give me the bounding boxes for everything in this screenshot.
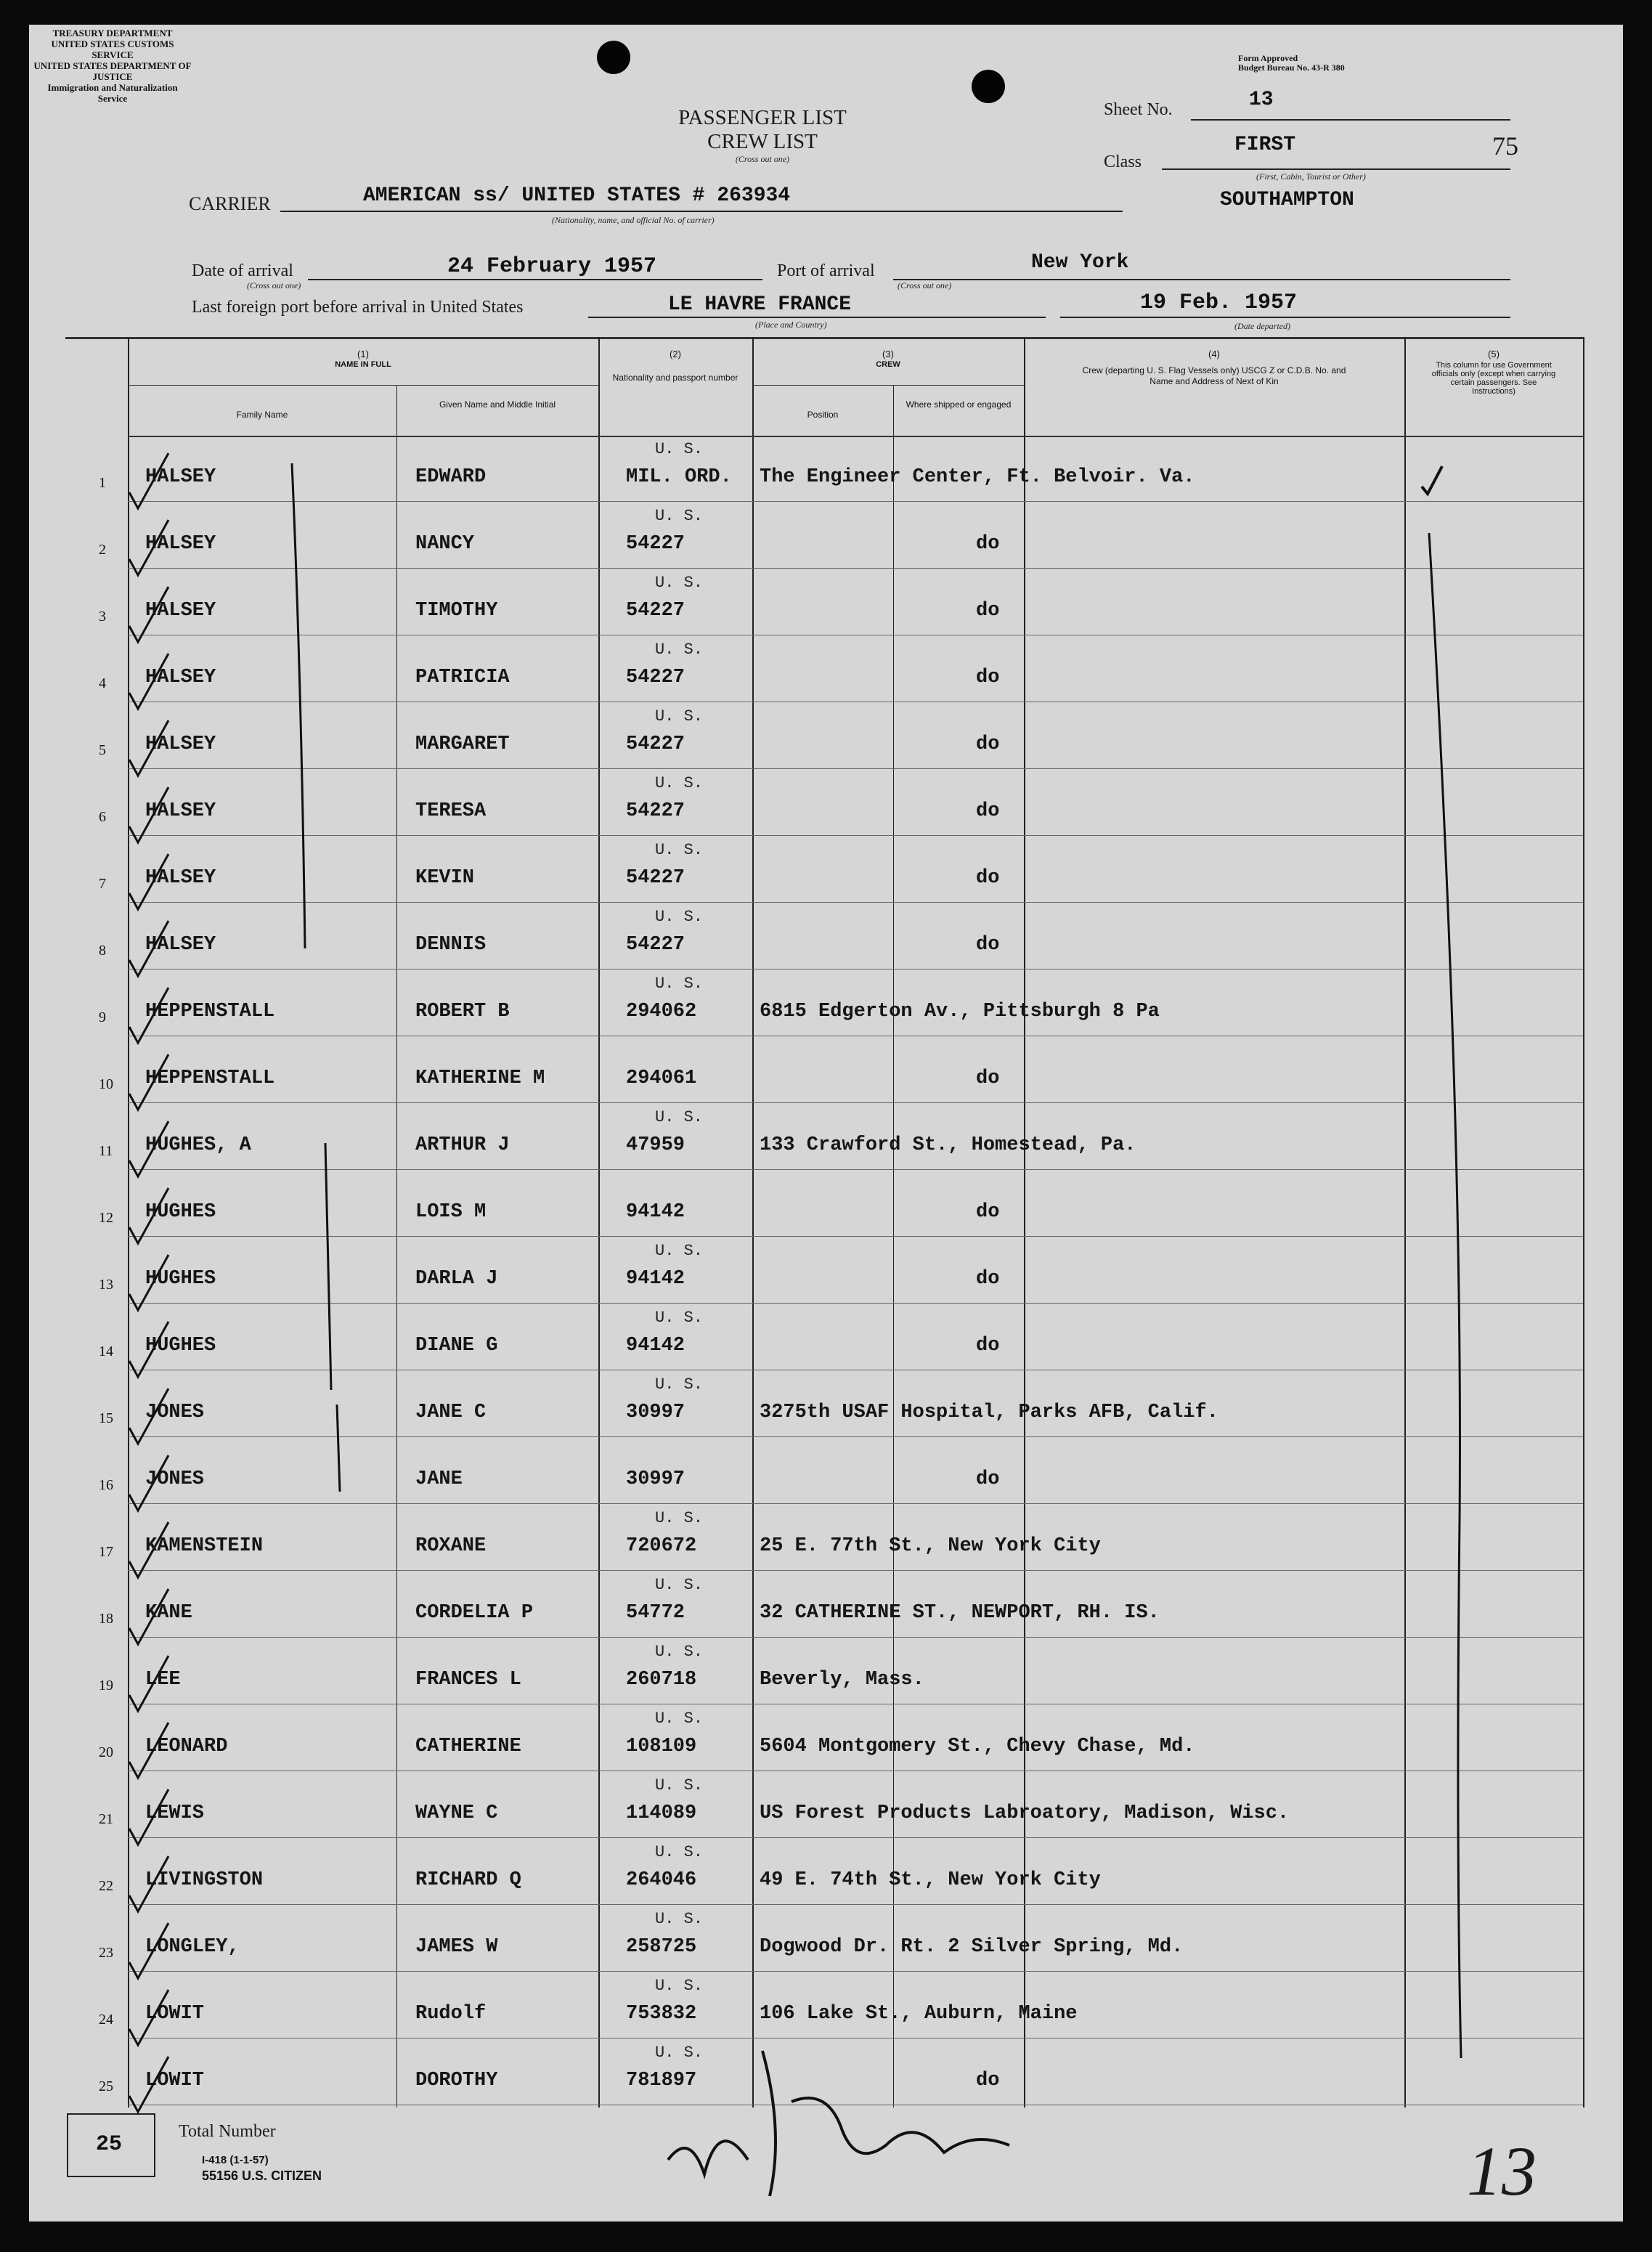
family-name: KANE <box>145 1602 192 1624</box>
col4-number: (4) <box>1208 349 1220 359</box>
given-name: ARTHUR J <box>415 1134 510 1156</box>
agency-line: UNITED STATES DEPARTMENT OF JUSTICE <box>33 60 192 82</box>
given-name: TIMOTHY <box>415 600 498 622</box>
nationality: U. S. <box>655 975 704 993</box>
last-port-label: Last foreign port before arrival in United States <box>192 298 524 317</box>
given-name: ROBERT B <box>415 1001 510 1023</box>
family-name: HUGHES <box>145 1201 216 1223</box>
given-name: JANE C <box>415 1402 487 1423</box>
page-number: 75 <box>1492 131 1518 160</box>
passport-number: 94142 <box>626 1268 685 1290</box>
family-name: JONES <box>145 1402 205 1423</box>
given-name: DOROTHY <box>415 2070 498 2092</box>
family-name: LEE <box>145 1669 181 1691</box>
address-next-of-kin: do <box>976 1068 1000 1089</box>
family-name: HEPPENSTALL <box>145 1068 275 1089</box>
row-number: 17 <box>99 1544 113 1560</box>
handwritten-marks <box>29 25 1623 2221</box>
address-next-of-kin: 5604 Montgomery St., Chevy Chase, Md. <box>760 1736 1195 1757</box>
passport-number: 264046 <box>626 1869 697 1891</box>
address-next-of-kin: do <box>976 1335 1000 1357</box>
given-name: DARLA J <box>415 1268 498 1290</box>
address-next-of-kin: 32 CATHERINE ST., NEWPORT, RH. IS. <box>760 1602 1160 1624</box>
address-next-of-kin: do <box>976 600 1000 622</box>
class-caption: (First, Cabin, Tourist or Other) <box>1256 171 1366 182</box>
row-number: 19 <box>99 1678 113 1694</box>
nationality: U. S. <box>655 774 704 792</box>
nationality: U. S. <box>655 1108 704 1126</box>
given-name: ROXANE <box>415 1535 487 1557</box>
carrier-value: AMERICAN ss/ UNITED STATES # 263934 <box>363 184 791 207</box>
address-next-of-kin: do <box>976 533 1000 555</box>
title-caption: (Cross out one) <box>735 154 790 164</box>
nationality: U. S. <box>655 574 704 592</box>
nationality: U. S. <box>655 841 704 859</box>
given-name: KEVIN <box>415 867 475 889</box>
sheet-no-value: 13 <box>1249 89 1274 111</box>
passport-number: 94142 <box>626 1335 685 1357</box>
address-next-of-kin: 133 Crawford St., Homestead, Pa. <box>760 1134 1136 1156</box>
row-number: 24 <box>99 2012 113 2028</box>
given-name: Rudolf <box>415 2003 487 2025</box>
col2-title: Nationality and passport number <box>612 373 738 383</box>
family-name: HALSEY <box>145 733 216 755</box>
title-crew-list: CREW LIST <box>707 130 818 153</box>
passport-number: 753832 <box>626 2003 697 2025</box>
passport-number: 294062 <box>626 1001 697 1023</box>
nationality: U. S. <box>655 1509 704 1527</box>
col1-title: NAME IN FULL <box>335 360 391 369</box>
passport-number: MIL. ORD. <box>626 466 732 488</box>
given-name: FRANCES L <box>415 1669 521 1691</box>
address-next-of-kin: do <box>976 733 1000 755</box>
port-arrival-caption: (Cross out one) <box>898 280 952 290</box>
address-next-of-kin: do <box>976 667 1000 688</box>
passport-number: 54227 <box>626 600 685 622</box>
address-next-of-kin: 49 E. 74th St., New York City <box>760 1869 1101 1891</box>
port-of-embarkation: SOUTHAMPTON <box>1220 189 1354 211</box>
date-arrival-value: 24 February 1957 <box>447 254 657 279</box>
nationality: U. S. <box>655 1242 704 1260</box>
row-number: 9 <box>99 1009 106 1025</box>
nationality: U. S. <box>655 2044 704 2062</box>
last-port-value: LE HAVRE FRANCE <box>668 293 852 316</box>
given-name: WAYNE C <box>415 1802 498 1824</box>
passport-number: 54227 <box>626 733 685 755</box>
address-next-of-kin: do <box>976 1201 1000 1223</box>
port-arrival-value: New York <box>1031 251 1129 274</box>
address-next-of-kin: Dogwood Dr. Rt. 2 Silver Spring, Md. <box>760 1936 1184 1958</box>
row-number: 23 <box>99 1945 113 1961</box>
given-name: JANE <box>415 1468 463 1490</box>
family-name: JONES <box>145 1468 205 1490</box>
col3-title: CREW <box>876 360 900 369</box>
margin-handwritten-number: 13 <box>1467 2132 1537 2210</box>
given-name: CORDELIA P <box>415 1602 534 1624</box>
row-number: 4 <box>99 675 106 691</box>
row-number: 18 <box>99 1611 113 1627</box>
passport-number: 47959 <box>626 1134 685 1156</box>
address-next-of-kin: do <box>976 1468 1000 1490</box>
form-code: 55156 U.S. CITIZEN <box>202 2168 322 2183</box>
given-name: EDWARD <box>415 466 487 488</box>
col1a-header: Family Name <box>236 410 288 420</box>
date-arrival-caption: (Cross out one) <box>247 280 301 290</box>
passport-number: 54227 <box>626 934 685 956</box>
row-number: 21 <box>99 1811 113 1827</box>
address-next-of-kin: do <box>976 2070 1000 2092</box>
given-name: JAMES W <box>415 1936 498 1958</box>
family-name: HEPPENSTALL <box>145 1001 275 1023</box>
family-name: HALSEY <box>145 667 216 688</box>
row-number: 1 <box>99 475 106 491</box>
family-name: HALSEY <box>145 533 216 555</box>
row-number: 7 <box>99 876 106 892</box>
address-next-of-kin: 25 E. 77th St., New York City <box>760 1535 1101 1557</box>
nationality: U. S. <box>655 1643 704 1661</box>
form-approved-label: Form Approved <box>1238 53 1298 63</box>
col3a-header: Position <box>807 410 839 420</box>
passport-number: 114089 <box>626 1802 697 1824</box>
family-name: HALSEY <box>145 600 216 622</box>
address-next-of-kin: do <box>976 867 1000 889</box>
passport-number: 30997 <box>626 1468 685 1490</box>
class-value: FIRST <box>1234 134 1296 156</box>
nationality: U. S. <box>655 1910 704 1928</box>
nationality: U. S. <box>655 1977 704 1995</box>
row-number: 16 <box>99 1477 113 1493</box>
passport-number: 54227 <box>626 867 685 889</box>
family-name: LIVINGSTON <box>145 1869 264 1891</box>
passport-number: 108109 <box>626 1736 697 1757</box>
departed-caption: (Date departed) <box>1234 321 1290 331</box>
nationality: U. S. <box>655 1375 704 1394</box>
passport-number: 30997 <box>626 1402 685 1423</box>
row-number: 2 <box>99 542 106 558</box>
passport-number: 54227 <box>626 667 685 688</box>
address-next-of-kin: 3275th USAF Hospital, Parks AFB, Calif. <box>760 1402 1218 1423</box>
given-name: TERESA <box>415 800 487 822</box>
family-name: HUGHES <box>145 1335 216 1357</box>
family-name: HALSEY <box>145 867 216 889</box>
row-number: 20 <box>99 1744 113 1760</box>
address-next-of-kin: do <box>976 800 1000 822</box>
address-next-of-kin: 106 Lake St., Auburn, Maine <box>760 2003 1078 2025</box>
nationality: U. S. <box>655 641 704 659</box>
title-passenger-list: PASSENGER LIST <box>678 106 847 129</box>
agency-line: UNITED STATES CUSTOMS SERVICE <box>51 38 174 60</box>
date-arrival-label: Date of arrival <box>192 261 293 280</box>
given-name: PATRICIA <box>415 667 510 688</box>
given-name: DENNIS <box>415 934 487 956</box>
given-name: NANCY <box>415 533 475 555</box>
nationality: U. S. <box>655 1309 704 1327</box>
row-number: 5 <box>99 742 106 758</box>
budget-bureau-label: Budget Bureau No. 43-R 380 <box>1238 62 1345 73</box>
row-number: 15 <box>99 1410 113 1426</box>
family-name: LOWIT <box>145 2003 205 2025</box>
address-next-of-kin: The Engineer Center, Ft. Belvoir. Va. <box>760 466 1195 488</box>
col1-number: (1) <box>357 349 369 359</box>
family-name: LOWIT <box>145 2070 205 2092</box>
col5-title: This column for use Government officials only (except when carrying certain passengers. See Instructions) <box>1431 361 1556 396</box>
passport-number: 54227 <box>626 533 685 555</box>
given-name: DIANE G <box>415 1335 498 1357</box>
nationality: U. S. <box>655 507 704 525</box>
col3-number: (3) <box>882 349 894 359</box>
total-value: 25 <box>96 2132 123 2157</box>
row-number: 10 <box>99 1076 113 1092</box>
row-number: 8 <box>99 943 106 959</box>
passport-number: 781897 <box>626 2070 697 2092</box>
row-number: 22 <box>99 1878 113 1894</box>
passport-number: 54227 <box>626 800 685 822</box>
family-name: HUGHES, A <box>145 1134 251 1156</box>
row-number: 14 <box>99 1344 113 1359</box>
row-number: 12 <box>99 1210 113 1226</box>
passenger-list-sheet <box>29 25 1623 2221</box>
family-name: LONGLEY, <box>145 1936 240 1958</box>
passport-number: 54772 <box>626 1602 685 1624</box>
family-name: HALSEY <box>145 800 216 822</box>
col3b-header: Where shipped or engaged <box>906 399 1012 410</box>
col4-title: Crew (departing U. S. Flag Vessels only) USCG Z or C.D.B. No. and Name and Address of Next of Kin <box>1082 365 1346 386</box>
passport-number: 94142 <box>626 1201 685 1223</box>
col2-number: (2) <box>670 349 681 359</box>
agency-line: TREASURY DEPARTMENT <box>52 28 173 38</box>
nationality: U. S. <box>655 908 704 926</box>
agency-line: Immigration and Naturalization Service <box>47 82 178 104</box>
given-name: MARGARET <box>415 733 510 755</box>
nationality: U. S. <box>655 440 704 458</box>
family-name: LEWIS <box>145 1802 205 1824</box>
address-next-of-kin: do <box>976 934 1000 956</box>
family-name: LEONARD <box>145 1736 228 1757</box>
nationality: U. S. <box>655 1776 704 1794</box>
departed-value: 19 Feb. 1957 <box>1140 290 1298 315</box>
total-box <box>67 2113 155 2177</box>
given-name: RICHARD Q <box>415 1869 521 1891</box>
nationality: U. S. <box>655 1576 704 1594</box>
row-number: 11 <box>99 1143 113 1159</box>
address-next-of-kin: do <box>976 1268 1000 1290</box>
given-name: LOIS M <box>415 1201 487 1223</box>
family-name: HALSEY <box>145 466 216 488</box>
given-name: KATHERINE M <box>415 1068 545 1089</box>
col5-number: (5) <box>1488 349 1500 359</box>
nationality: U. S. <box>655 707 704 725</box>
sheet-no-label: Sheet No. <box>1104 100 1173 119</box>
row-number: 25 <box>99 2078 113 2094</box>
carrier-label: CARRIER <box>189 193 271 214</box>
address-next-of-kin: 6815 Edgerton Av., Pittsburgh 8 Pa <box>760 1001 1160 1023</box>
row-number: 13 <box>99 1277 113 1293</box>
port-arrival-label: Port of arrival <box>777 261 875 280</box>
family-name: HALSEY <box>145 934 216 956</box>
col1b-header: Given Name and Middle Initial <box>439 399 556 410</box>
family-name: KAMENSTEIN <box>145 1535 264 1557</box>
address-next-of-kin: Beverly, Mass. <box>760 1669 924 1691</box>
address-next-of-kin: US Forest Products Labroatory, Madison, Wisc. <box>760 1802 1290 1824</box>
total-label: Total Number <box>179 2122 276 2141</box>
given-name: CATHERINE <box>415 1736 521 1757</box>
passport-number: 720672 <box>626 1535 697 1557</box>
row-number: 3 <box>99 609 106 625</box>
carrier-caption: (Nationality, name, and official No. of carrier) <box>552 215 715 225</box>
passport-number: 294061 <box>626 1068 697 1089</box>
passport-number: 258725 <box>626 1936 697 1958</box>
nationality: U. S. <box>655 1843 704 1861</box>
passport-number: 260718 <box>626 1669 697 1691</box>
class-label: Class <box>1104 153 1142 171</box>
last-port-caption: (Place and Country) <box>755 320 827 330</box>
row-number: 6 <box>99 809 106 825</box>
nationality: U. S. <box>655 1710 704 1728</box>
family-name: HUGHES <box>145 1268 216 1290</box>
form-number: I-418 (1-1-57) <box>202 2154 269 2166</box>
